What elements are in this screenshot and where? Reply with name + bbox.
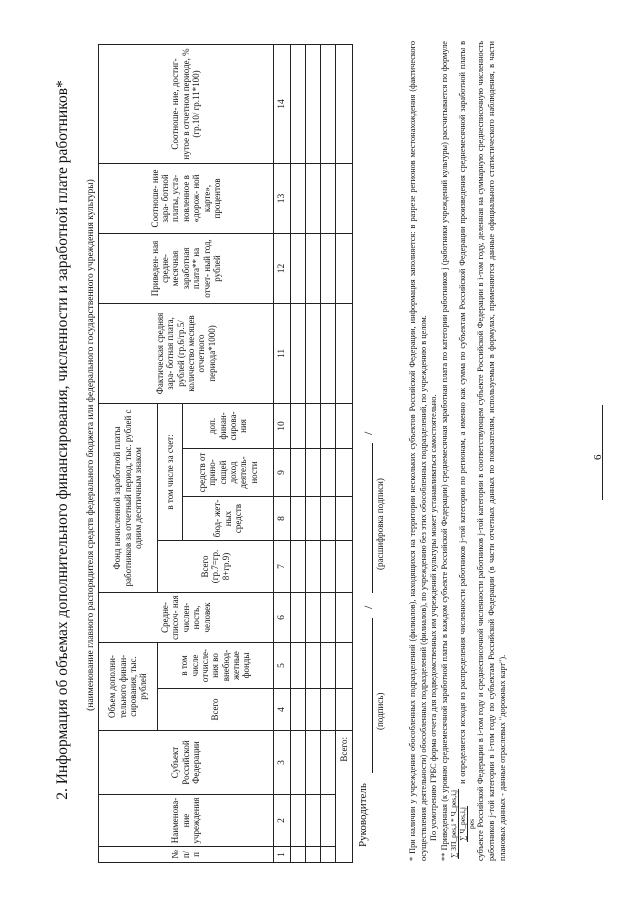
- col-header-fund: Фонд начисленной заработной платы работников за отчетный период, тыс. рублей с одним десятичным знаком: [99, 403, 158, 592]
- total-label: Всего:: [336, 731, 353, 863]
- col-number: 13: [274, 163, 291, 233]
- col-number: 6: [274, 593, 291, 643]
- formula-inner-fraction: [459, 806, 476, 842]
- footnote-grbs: По усмотрению ГРБС форма отчета для подведомственных им учреждений культуры может устанавливаться самостоятельно.: [429, 394, 439, 841]
- col-header-reduced-salary: Приведен- ная средне- месячная заработная плата** на отчет- ный год, рублей: [99, 233, 274, 303]
- footnotes: [408, 41, 508, 861]
- formula-denominator: [459, 789, 476, 859]
- end-line: [602, 405, 603, 500]
- col-number: 1: [274, 847, 291, 863]
- col-header-ratio-achieved: Соотноше- ние, достиг- нутое в отчетном периоде, % (гр.10/ гр.11*100): [99, 44, 274, 163]
- col-number: 12: [274, 233, 291, 303]
- formula-numerator-text: ∑ ЗП_pes,i * Ч_pes,i,j: [449, 789, 459, 858]
- col-number: 14: [274, 44, 291, 163]
- col-number: 10: [274, 403, 291, 448]
- page-number: 6: [592, 454, 604, 460]
- col-header-headcount: Средне- списоч- ная числен- ность, человек: [99, 593, 274, 643]
- col-header-fund-income: средств от прино- сящей доход деятель- ности: [183, 449, 274, 497]
- footnote-2-start: ** Приведенная (к уровню среднемесячной заработной платы в каждом субъекте Российской Федерации) среднемесячная заработная плата по категории работников j (работники учреждений культуры) рассчитывается по формуле: [439, 41, 449, 861]
- col-number: 5: [274, 643, 291, 689]
- col-number: 7: [274, 541, 291, 593]
- col-number: 2: [274, 795, 291, 847]
- col-number: 4: [274, 689, 291, 731]
- col-header-num: № п/ п: [99, 847, 274, 863]
- formula-fraction: [450, 789, 476, 859]
- col-header-fund-total: Всего (гр.7=гр. 8+гр.9): [158, 541, 274, 593]
- footnote-2-end: и определяется исходя из распределения численности работников j-той категории по регионам, а именно как сумма по субъектам Российской Федерации произведения среднемесячной заработной платы в субъекте Российской Федерации в i-том году и среднесписочной численности работников j-той категории в соответствующем субъекте Российской Федерации в i-том году, деленная на суммарную среднесписочную численность работников j-той категории в i-том году по субъектам Российской Федерации (в части отчетных данных по показателям, используемым в формулах, применяются данные официального статистического наблюдения, в части плановых данных - данные отраслевых "дорожных карт").: [458, 41, 507, 861]
- table-row: [306, 44, 321, 862]
- total-row: [336, 44, 353, 862]
- form-title: 2. Информация об объемах дополнительного финансирования, численности и заработной плате работников*: [54, 80, 71, 800]
- footnote-2: [440, 41, 508, 861]
- formula-inner-numerator: ∑ Ч_pes,i,j: [458, 807, 468, 841]
- signature-label: Руководитель: [357, 783, 369, 847]
- col-header-ratio-roadmap: Соотноше- ние зара- ботной платы, уста- новленное в «дорож- ной карте», процентов: [99, 163, 274, 233]
- signature-slash: /: [361, 605, 375, 609]
- col-number: 11: [274, 303, 291, 403]
- table-row: [291, 44, 306, 862]
- table-header-row: [99, 44, 158, 862]
- financing-table: [98, 44, 353, 863]
- signature-line: [372, 618, 373, 773]
- col-number: 3: [274, 731, 291, 795]
- col-header-actual-salary: Фактическая средняя зара- ботная плата, рублей (гр.6/гр.5/ количество месяцев отчетного периода*1000): [99, 303, 274, 403]
- formula-inner-denominator: pes: [467, 818, 477, 829]
- signature-slash: /: [361, 431, 375, 435]
- col-header-subject: Субъект Российской Федерации: [99, 731, 274, 795]
- col-header-volume-total: Всего: [158, 689, 274, 731]
- decode-caption: (расшифровка подписи): [375, 478, 385, 570]
- column-number-row: [274, 44, 291, 862]
- organization-caption: (наименование главного распорядителя средств федерального бюджета или федерального государственного учреждения культуры): [86, 179, 96, 711]
- table-row: [321, 44, 336, 862]
- col-header-fund-incl: в том числе за счет:: [158, 403, 183, 540]
- col-header-fund-budget: бюд- жет- ных средств: [183, 497, 274, 541]
- col-number: 9: [274, 449, 291, 497]
- signature-caption: (подпись): [375, 692, 385, 730]
- col-number: 8: [274, 497, 291, 541]
- col-header-name: Наименова- ние учреждения: [99, 795, 274, 847]
- col-header-volume: Объем дополни- тельного финан- сирования, тыс. рублей: [99, 643, 158, 731]
- col-header-volume-incl: в том числе отчисле- ния во внебюд- жетные фонды: [158, 643, 274, 689]
- signature-decode-line: [372, 443, 373, 593]
- footnote-1: * При наличии у учреждения обособленных подразделений (филиалов), находящихся на территории нескольких субъектов Российской Федерации, информация заполняется: в разрезе регионов местонахождения (фактического осуществления деятельности) обособленных подразделений (филиалов), по учреждению без этих обособленных подразделений, по учреждению в целом.: [408, 41, 428, 861]
- col-header-fund-extra: доп. финан- сирова- ния: [183, 403, 274, 448]
